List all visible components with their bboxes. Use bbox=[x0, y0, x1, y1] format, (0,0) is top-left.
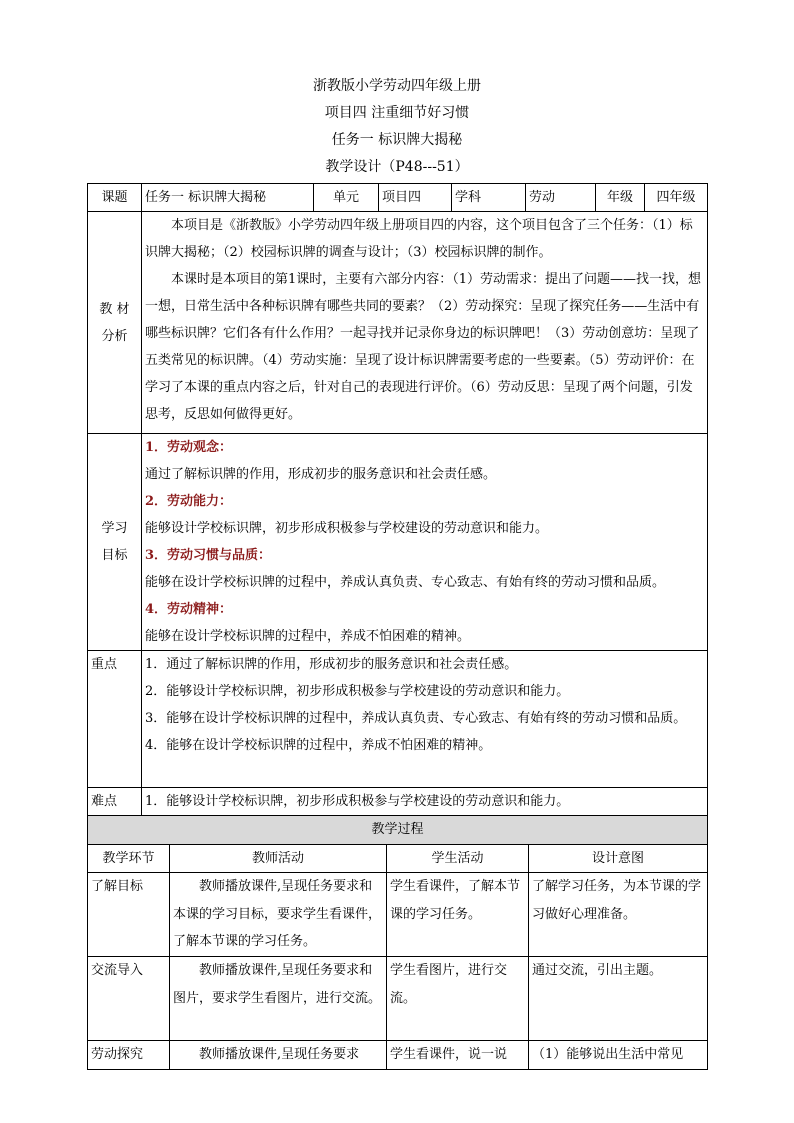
teacher-activity-cell: 教师播放课件,呈现任务要求和本课的学习目标，要求学生看课件，了解本节课的学习任务。 bbox=[170, 873, 387, 957]
objective-text: 能够设计学校标识牌，初步形成积极参与学校建设的劳动意识和能力。 bbox=[145, 521, 549, 536]
key-points-content bbox=[142, 651, 708, 788]
subject-value: 劳动 bbox=[526, 184, 596, 212]
key-point-item: 1．通过了解标识牌的作用，形成初步的服务意识和社会责任感。 bbox=[145, 657, 518, 672]
doc-title-project: 项目四 注重细节好习惯 bbox=[324, 105, 470, 121]
table-row bbox=[88, 873, 708, 957]
grade-label: 年级 bbox=[596, 184, 645, 212]
analysis-row bbox=[88, 212, 708, 434]
objective-heading: 3．劳动习惯与品质： bbox=[145, 548, 272, 563]
teacher-activity-cell: 教师播放课件,呈现任务要求 bbox=[170, 1041, 387, 1070]
lesson-value: 任务一 标识牌大揭秘 bbox=[142, 184, 314, 212]
analysis-paragraph: 本项目是《浙教版》小学劳动四年级上册项目四的内容，这个项目包含了三个任务：（1）标识牌大揭秘；（2）校园标识牌的调查与设计；（3）校园标识牌的制作。 bbox=[145, 218, 693, 260]
stage-cell: 劳动探究 bbox=[88, 1041, 170, 1070]
column-header-intent: 设计意图 bbox=[529, 844, 708, 873]
stage-cell: 交流导入 bbox=[88, 957, 170, 1041]
objective-heading: 4．劳动精神： bbox=[145, 602, 233, 617]
key-point-item: 2．能够设计学校标识牌，初步形成积极参与学校建设的劳动意识和能力。 bbox=[145, 684, 570, 699]
key-point-item: 3．能够在设计学校标识牌的过程中，养成认真负责、专心致志、有始有终的劳动习惯和品质。 bbox=[145, 711, 687, 726]
document-titles bbox=[0, 73, 794, 181]
student-activity-cell: 学生看课件，说一说 bbox=[387, 1041, 529, 1070]
key-point-item: 4．能够在设计学校标识牌的过程中，养成不怕困难的精神。 bbox=[145, 738, 492, 753]
objectives-label: 学习 目标 bbox=[88, 434, 142, 651]
process-band bbox=[88, 816, 708, 845]
grade-value: 四年级 bbox=[645, 184, 708, 212]
difficult-points-row bbox=[88, 788, 708, 816]
teaching-process-table bbox=[87, 815, 708, 1070]
analysis-paragraph: 本课时是本项目的第1课时，主要有六部分内容：（1）劳动需求：提出了问题——找一找，想一想，日常生活中各种标识牌有哪些共同的要素？（2）劳动探究：呈现了探究任务——生活中有哪些标识牌？它们各有什么作用？一起寻找并记录你身边的标识牌吧！（3）劳动创意坊：呈现了五类常见的标识牌。（4）劳动实施：呈现了设计标识牌需要考虑的一些要素。（5）劳动评价：在学习了本课的重点内容之后，针对自己的表现进行评价。（6）劳动反思：呈现了两个问题，引发思考，反思如何做得更好。 bbox=[145, 272, 702, 422]
doc-title-design: 教学设计（P48---51） bbox=[325, 159, 469, 175]
difficult-points-content: 1．能够设计学校标识牌，初步形成积极参与学校建设的劳动意识和能力。 bbox=[142, 788, 708, 816]
analysis-content bbox=[142, 212, 708, 434]
key-points-row bbox=[88, 651, 708, 788]
column-header-stage: 教学环节 bbox=[88, 844, 170, 873]
lesson-info-table bbox=[87, 183, 708, 816]
lesson-label: 课题 bbox=[88, 184, 142, 212]
stage-cell: 了解目标 bbox=[88, 873, 170, 957]
objective-text: 能够在设计学校标识牌的过程中，养成认真负责、专心致志、有始有终的劳动习惯和品质。 bbox=[145, 575, 666, 590]
objective-text: 能够在设计学校标识牌的过程中，养成不怕困难的精神。 bbox=[145, 629, 471, 644]
objective-text: 通过了解标识牌的作用，形成初步的服务意识和社会责任感。 bbox=[145, 467, 497, 482]
objective-heading: 2．劳动能力： bbox=[145, 494, 233, 509]
objective-heading: 1．劳动观念： bbox=[145, 440, 233, 455]
design-intent-cell: （1）能够说出生活中常见 bbox=[529, 1041, 708, 1070]
doc-title-textbook: 浙教版小学劳动四年级上册 bbox=[313, 78, 481, 94]
unit-value: 项目四 bbox=[379, 184, 452, 212]
header-row bbox=[88, 184, 708, 212]
table-row bbox=[88, 957, 708, 1041]
doc-title-task: 任务一 标识牌大揭秘 bbox=[331, 132, 463, 148]
table-row bbox=[88, 1041, 708, 1070]
unit-label: 单元 bbox=[314, 184, 379, 212]
student-activity-cell: 学生看课件，了解本节课的学习任务。 bbox=[387, 873, 529, 957]
process-header-row bbox=[88, 844, 708, 873]
teacher-activity-cell: 教师播放课件,呈现任务要求和图片，要求学生看图片，进行交流。 bbox=[170, 957, 387, 1041]
subject-label: 学科 bbox=[452, 184, 526, 212]
column-header-teacher: 教师活动 bbox=[170, 844, 387, 873]
key-points-label: 重点 bbox=[88, 651, 142, 788]
analysis-label: 教 材 分析 bbox=[88, 212, 142, 434]
column-header-student: 学生活动 bbox=[387, 844, 529, 873]
process-band-title: 教学过程 bbox=[88, 816, 708, 845]
objectives-content bbox=[142, 434, 708, 651]
design-intent-cell: 通过交流，引出主题。 bbox=[529, 957, 708, 1041]
student-activity-cell: 学生看图片，进行交流。 bbox=[387, 957, 529, 1041]
design-intent-cell: 了解学习任务，为本节课的学习做好心理准备。 bbox=[529, 873, 708, 957]
difficult-points-label: 难点 bbox=[88, 788, 142, 816]
objectives-row bbox=[88, 434, 708, 651]
